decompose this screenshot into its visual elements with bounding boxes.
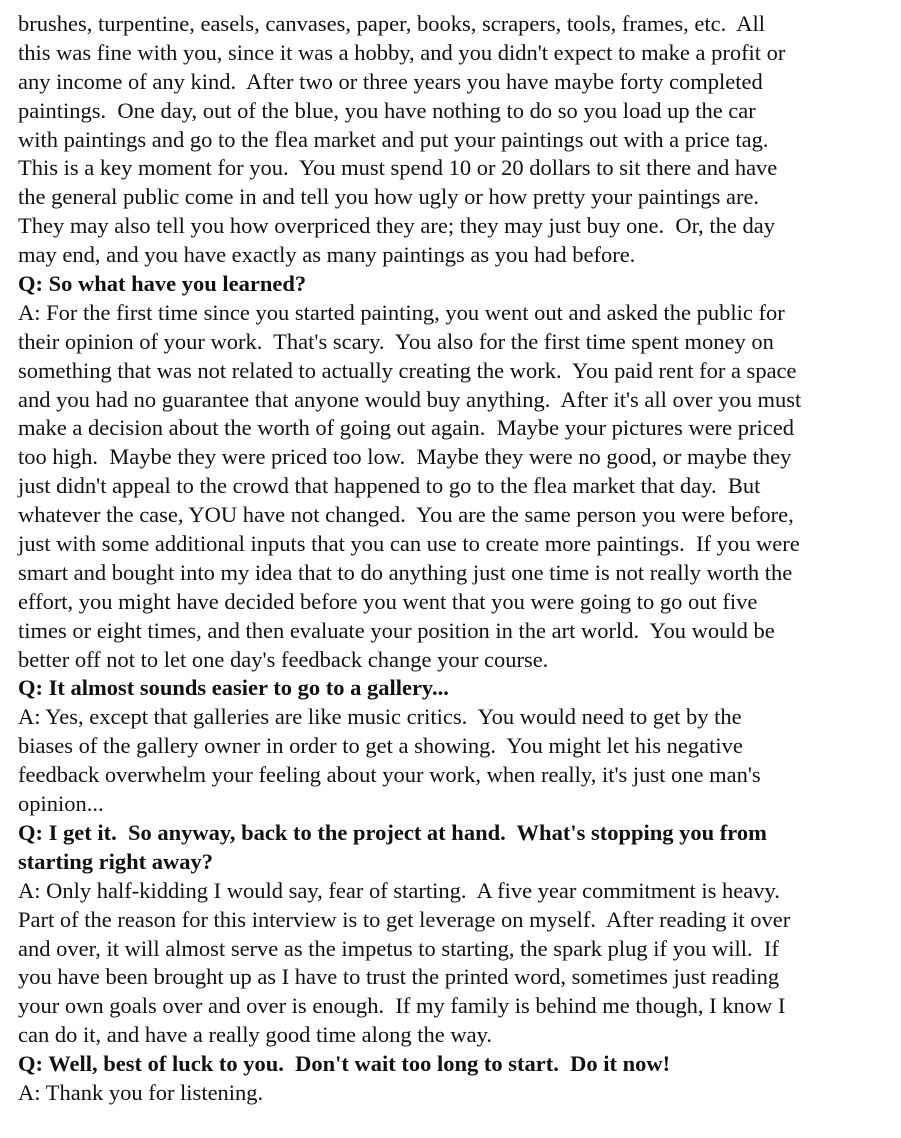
text-line: you have been brought up as I have to trust the printed word, sometimes just reading [18,964,780,990]
text-line: and you had no guarantee that anyone would buy anything. After it's all over you must [18,386,802,412]
question-line: Q: I get it. So anyway, back to the project at hand. What's stopping you from [18,819,767,845]
text-line: brushes, turpentine, easels, canvases, paper, books, scrapers, tools, frames, etc. All [18,11,766,36]
text-line: paintings. One day, out of the blue, you have nothing to do so you load up the car [18,97,756,123]
text-line: too high. Maybe they were priced too low. Maybe they were no good, or maybe they [18,444,792,470]
question-line: Q: It almost sounds easier to go to a gallery... [18,675,449,701]
text-line: whatever the case, YOU have not changed. You are the same person you were before, [18,502,794,528]
paragraph-intro-answer [18,10,898,270]
text-line: with paintings and go to the flea market and put your paintings out with a price tag. [18,126,769,152]
text-line: may end, and you have exactly as many paintings as you had before. [18,242,636,268]
text-line: just with some additional inputs that you can use to create more paintings. If you were [18,531,800,557]
text-line: effort, you might have decided before you went that you were going to go out five [18,588,758,614]
question-line: Q: Well, best of luck to you. Don't wait too long to start. Do it now! [18,1051,671,1077]
text-line: just didn't appeal to the crowd that happened to go to the flea market that day. But [18,473,761,499]
text-line: They may also tell you how overpriced they are; they may just buy one. Or, the day [18,213,776,239]
text-line: better off not to let one day's feedback change your course. [18,646,549,672]
text-line: any income of any kind. After two or three years you have maybe forty completed [18,68,763,94]
question-best-of-luck [18,1050,898,1079]
question-line: starting right away? [18,848,213,874]
text-line: make a decision about the worth of going out again. Maybe your pictures were priced [18,415,795,441]
question-gallery [18,674,898,703]
text-line: your own goals over and over is enough. If my family is behind me though, I know I [18,993,786,1019]
text-line: smart and bought into my idea that to do anything just one time is not really worth the [18,559,793,585]
text-line: their opinion of your work. That's scary. You also for the first time spent money on [18,328,774,354]
text-line: something that was not related to actually creating the work. You paid rent for a space [18,357,797,383]
answer-gallery [18,703,898,819]
answer-what-learned [18,299,898,675]
text-line: A: Yes, except that galleries are like music critics. You would need to get by the [18,704,742,730]
text-line: can do it, and have a really good time along the way. [18,1022,493,1048]
text-line: times or eight times, and then evaluate your position in the art world. You would be [18,617,775,643]
text-line: the general public come in and tell you how ugly or how pretty your paintings are. [18,184,760,210]
text-line: and over, it will almost serve as the impetus to starting, the spark plug if you will. If [18,935,779,961]
question-whats-stopping [18,819,898,877]
question-what-learned [18,270,898,299]
text-line: A: Only half-kidding I would say, fear of starting. A five year commitment is heavy. [18,877,780,903]
answer-whats-stopping [18,877,898,1050]
answer-thank-you [18,1079,898,1108]
text-line: biases of the gallery owner in order to get a showing. You might let his negative [18,733,743,759]
text-line: A: For the first time since you started painting, you went out and asked the public for [18,299,785,325]
document-page [18,10,898,1108]
text-line: Part of the reason for this interview is to get leverage on myself. After reading it over [18,906,791,932]
question-line: Q: So what have you learned? [18,271,307,297]
text-line: feedback overwhelm your feeling about your work, when really, it's just one man's [18,762,761,788]
text-line: this was fine with you, since it was a hobby, and you didn't expect to make a profit or [18,39,786,65]
text-line: A: Thank you for listening. [18,1079,264,1105]
text-line: opinion... [18,791,104,817]
text-line: This is a key moment for you. You must spend 10 or 20 dollars to sit there and have [18,155,778,181]
